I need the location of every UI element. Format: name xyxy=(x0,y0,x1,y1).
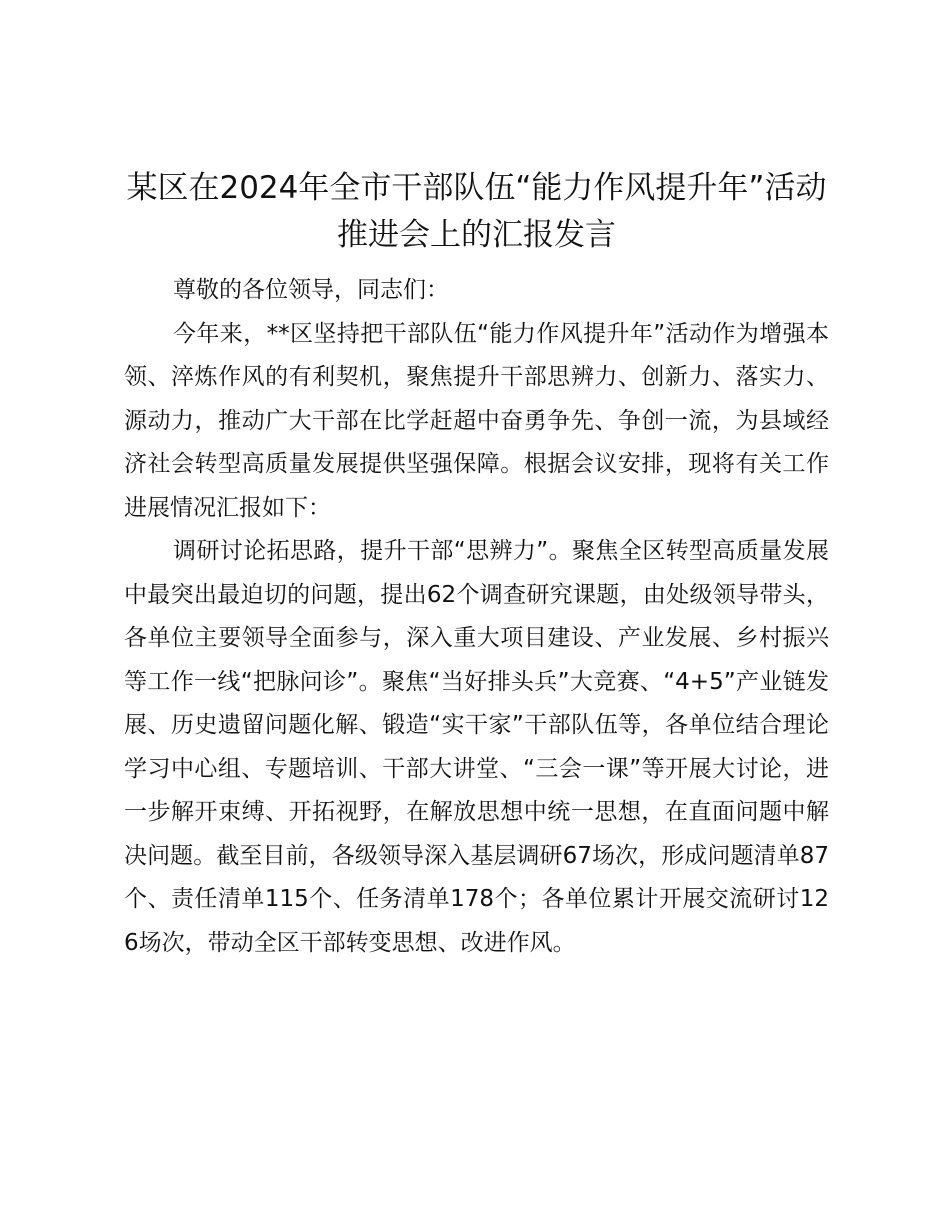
salutation-paragraph: 尊敬的各位领导，同志们： xyxy=(173,277,449,303)
document-title: 某区在2024年全市干部队伍“能力作风提升年”活动推进会上的汇报发言 xyxy=(126,170,827,253)
intro-paragraph: 今年来，**区坚持把干部队伍“能力作风提升年”活动作为增强本领、淬炼作风的有利契机，聚焦提升干部思辨力、创新力、落实力、源动力，推动广大干部在比学赶超中奋勇争先、争创一流，为县域经济社会转型高质量发展提供坚强保障。根据会议安排，现将有关工作进展情况汇报如下： xyxy=(124,320,829,521)
document-body xyxy=(124,165,829,965)
research-paragraph: 调研讨论拓思路，提升干部“思辨力”。聚焦全区转型高质量发展中最突出最迫切的问题，提出62个调查研究课题，由处级领导带头，各单位主要领导全面参与，深入重大项目建设、产业发展、乡村振兴等工作一线“把脉问诊”。聚焦“当好排头兵”大竞赛、“4+5”产业链发展、历史遗留问题化解、锻造“实干家”干部队伍等，各单位结合理论学习中心组、专题培训、干部大讲堂、“三会一课”等开展大讨论，进一步解开束缚、开拓视野，在解放思想中统一思想，在直面问题中解决问题。截至目前，各级领导深入基层调研67场次，形成问题清单87个、责任清单115个、任务清单178个；各单位累计开展交流研讨126场次，带动全区干部转变思想、改进作风。 xyxy=(124,538,829,956)
